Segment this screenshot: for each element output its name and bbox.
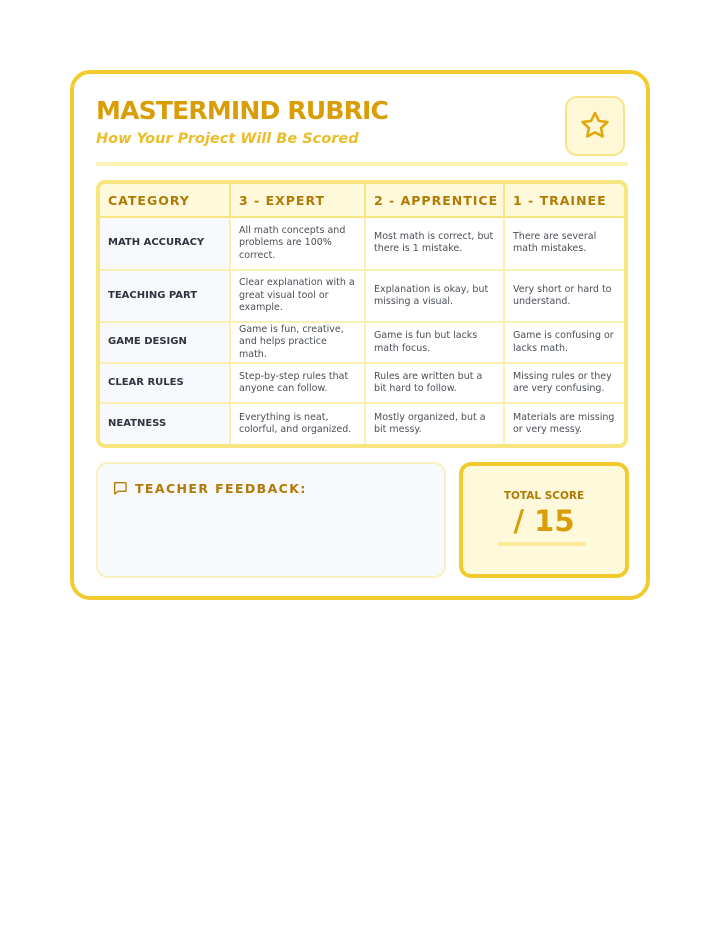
apprentice-cell: Game is fun but lacks math focus. <box>365 322 504 363</box>
category-cell: TEACHING PART <box>100 270 230 323</box>
page-title: MASTERMIND RUBRIC <box>96 96 389 125</box>
table-row <box>100 363 624 404</box>
table-row <box>100 270 624 323</box>
total-score-label: TOTAL SCORE <box>503 490 585 502</box>
expert-cell: Step-by-step rules that anyone can follow. <box>230 363 365 404</box>
teacher-feedback-box[interactable] <box>96 462 446 578</box>
teacher-feedback-header <box>112 480 307 496</box>
teacher-feedback-label: TEACHER FEEDBACK: <box>135 480 307 496</box>
category-cell: NEATNESS <box>100 403 230 444</box>
trainee-cell: Very short or hard to understand. <box>504 270 624 323</box>
column-header-trainee: 1 - TRAINEE <box>504 184 624 217</box>
comment-icon <box>112 480 128 496</box>
table-row <box>100 403 624 444</box>
apprentice-cell: Rules are written but a bit hard to follow. <box>365 363 504 404</box>
trainee-cell: Missing rules or they are very confusing. <box>504 363 624 404</box>
page-subtitle: How Your Project Will Be Scored <box>96 131 359 147</box>
trainee-cell: Materials are missing or very messy. <box>504 403 624 444</box>
star-icon <box>578 109 612 143</box>
trainee-cell: There are several math mistakes. <box>504 217 624 270</box>
expert-cell: Everything is neat, colorful, and organized. <box>230 403 365 444</box>
column-header-category: CATEGORY <box>100 184 230 217</box>
rubric-card <box>70 70 650 600</box>
total-score-box <box>459 462 629 578</box>
rubric-table <box>96 180 628 448</box>
star-badge <box>565 96 625 156</box>
apprentice-cell: Explanation is okay, but missing a visual. <box>365 270 504 323</box>
table-row <box>100 217 624 270</box>
header-divider <box>96 162 628 166</box>
category-cell: MATH ACCURACY <box>100 217 230 270</box>
apprentice-cell: Most math is correct, but there is 1 mistake. <box>365 217 504 270</box>
expert-cell: All math concepts and problems are 100% correct. <box>230 217 365 270</box>
expert-cell: Clear explanation with a great visual tool or example. <box>230 270 365 323</box>
category-cell: GAME DESIGN <box>100 322 230 363</box>
table-header-row <box>100 184 624 217</box>
total-score-value: / 15 <box>513 504 575 538</box>
expert-cell: Game is fun, creative, and helps practice math. <box>230 322 365 363</box>
column-header-apprentice: 2 - APPRENTICE <box>365 184 504 217</box>
column-header-expert: 3 - EXPERT <box>230 184 365 217</box>
score-write-line <box>498 542 586 546</box>
table-row <box>100 322 624 363</box>
trainee-cell: Game is confusing or lacks math. <box>504 322 624 363</box>
category-cell: CLEAR RULES <box>100 363 230 404</box>
apprentice-cell: Mostly organized, but a bit messy. <box>365 403 504 444</box>
